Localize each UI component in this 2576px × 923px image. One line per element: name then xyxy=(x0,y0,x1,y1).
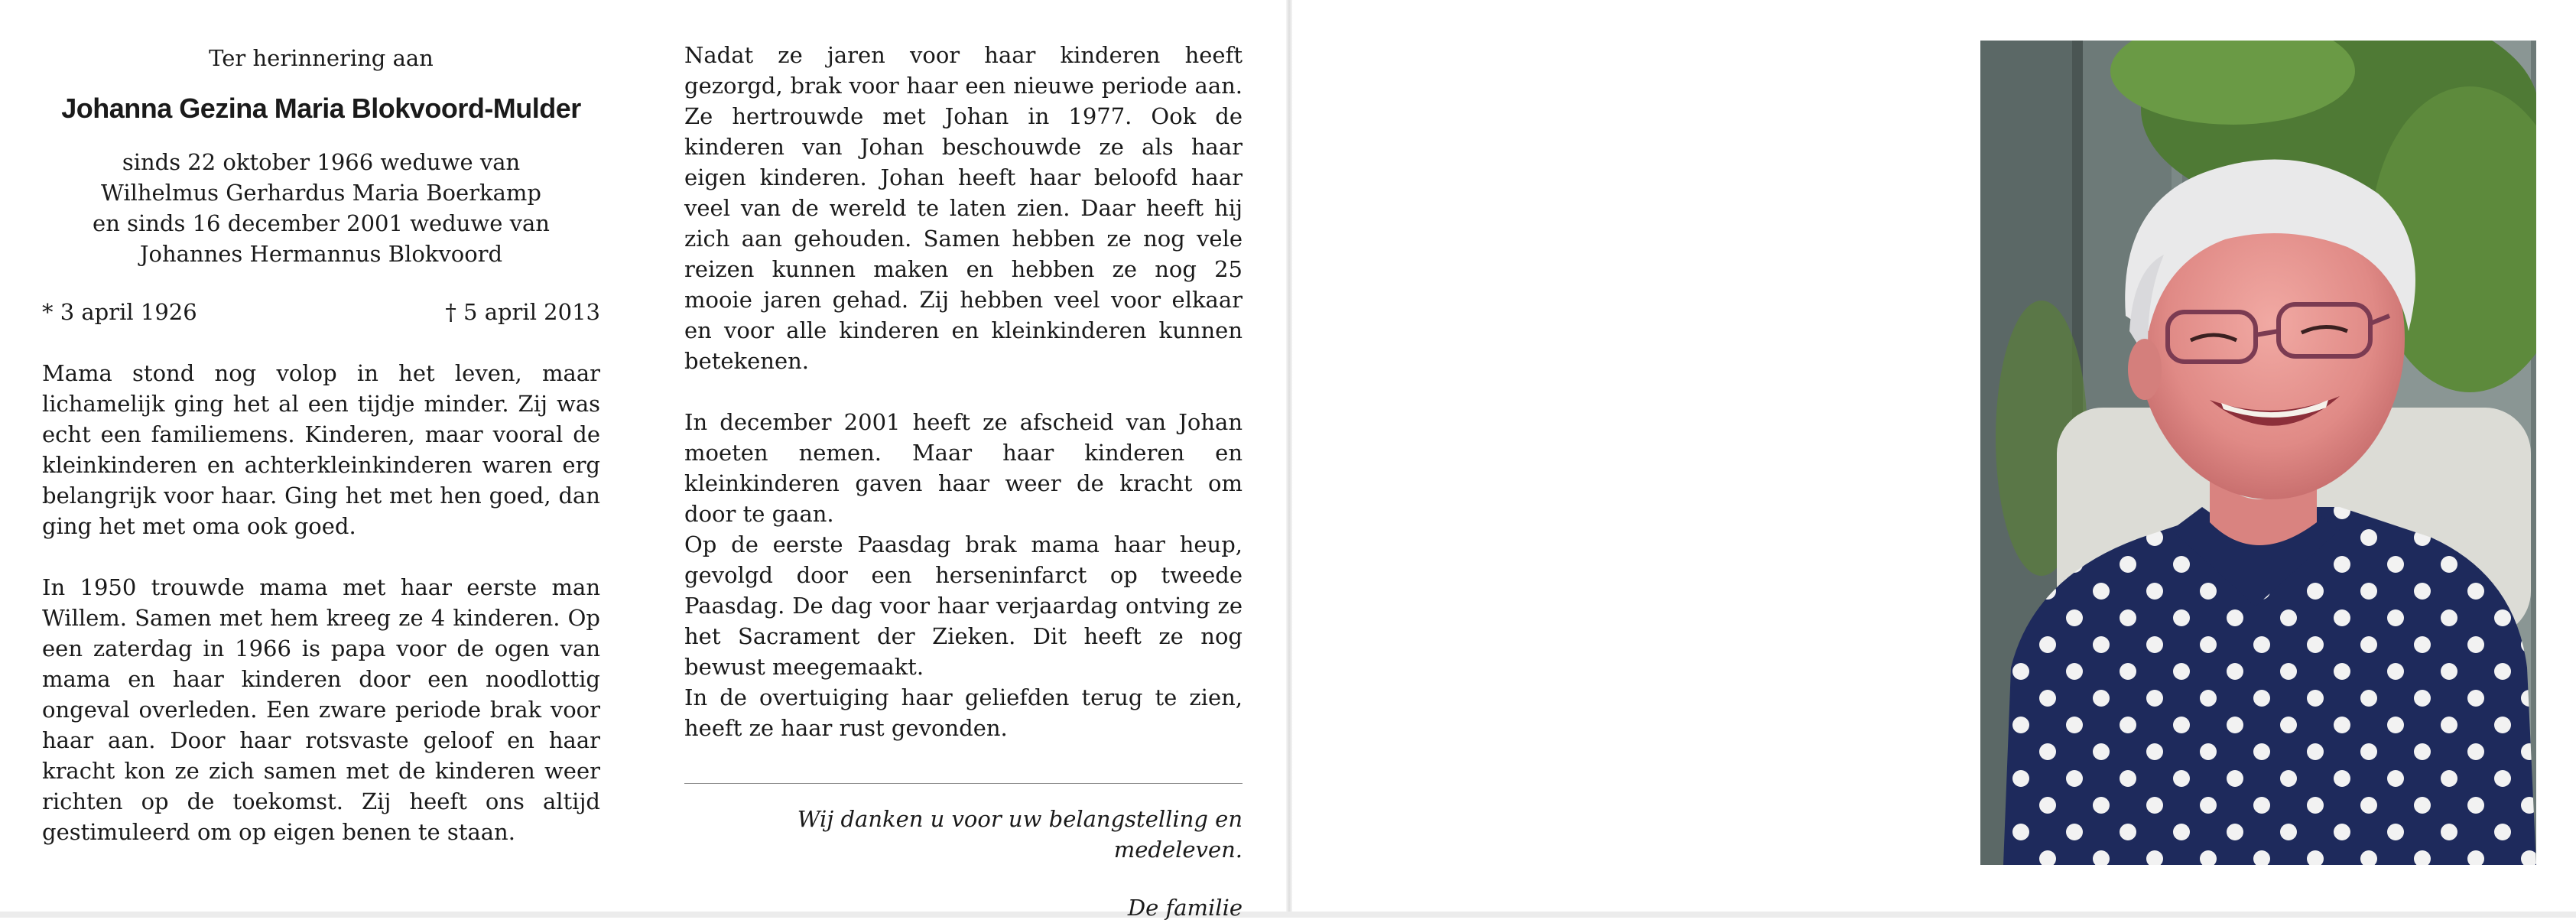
widow-block xyxy=(42,147,600,269)
memorial-paragraph: In 1950 trouwde mama met haar eerste man Willem. Samen met hem kreeg ze 4 kinderen. Op een zaterdag in 1966 is papa voor de ogen van mama en haar kinderen door een noodlottig ongeval overleden. Een zware periode brak voor haar aan. Door haar rotsvaste geloof en haar kracht kon ze zich samen met de kinderen weer richten op de toekomst. Zij heeft ons altijd gestimuleerd om op eigen benen te staan. xyxy=(42,574,600,845)
memorial-paragraph: In december 2001 heeft ze afscheid van Johan moeten nemen. Maar haar kinderen en kleinkinderen gaven haar weer de kracht om door te gaan. xyxy=(684,409,1243,527)
portrait-photo xyxy=(1980,41,2536,865)
life-dates xyxy=(42,297,600,327)
widow-line: sinds 22 oktober 1966 weduwe van xyxy=(122,149,521,175)
birth-date: * 3 april 1926 xyxy=(42,299,197,325)
signature: De familie xyxy=(1127,895,1243,921)
scan-edge xyxy=(0,912,2576,918)
memorial-paragraph: Op de eerste Paasdag brak mama haar heup, gevolgd door een herseninfarct op tweede Paasdag. De dag voor haar verjaardag ontving ze het Sacrament der Zieken. Dit heeft ze nog bewust meegemaakt. xyxy=(684,531,1243,680)
death-date: † 5 april 2013 xyxy=(445,299,600,325)
deceased-name: Johanna Gezina Maria Blokvoord-Mulder xyxy=(61,93,581,124)
memorial-paragraph: Mama stond nog volop in het leven, maar lichamelijk ging het al een tijdje minder. Zij was echt een familiemens. Kinderen, maar vooral de kleinkinderen en achterkleinkinderen waren erg belangrijk voor haar. Ging het met hen goed, dan ging het met oma ook goed. xyxy=(42,360,600,539)
memorial-paragraph: Nadat ze jaren voor haar kinderen heeft gezorgd, brak voor haar een nieuwe periode aan. Ze hertrouwde met Johan in 1977. Ook de kinderen van Johan beschouwde ze als haar eigen kinderen. Johan heeft haar beloofd haar veel van de wereld te laten zien. Daar heeft hij zich aan gehouden. Samen hebben ze nog vele reizen kunnen maken en hebben ze nog 25 mooie jaren gehad. Zij hebben veel voor elkaar en voor alle kinderen en kleinkinderen kunnen betekenen. xyxy=(684,42,1243,374)
text-column-right xyxy=(684,40,1243,923)
widow-line: Wilhelmus Gerhardus Maria Boerkamp xyxy=(101,180,541,206)
text-column-left xyxy=(42,40,600,847)
thanks-line: Wij danken u voor uw belangstelling en medeleven. xyxy=(797,806,1243,863)
intro-line: Ter herinnering aan xyxy=(209,45,434,71)
widow-line: Johannes Hermannus Blokvoord xyxy=(139,241,503,267)
closing-divider xyxy=(684,783,1243,784)
widow-line: en sinds 16 december 2001 weduwe van xyxy=(93,210,550,236)
memorial-paragraph: In de overtuiging haar geliefden terug te zien, heeft ze haar rust gevonden. xyxy=(684,684,1243,741)
card-fold xyxy=(1286,0,1292,912)
